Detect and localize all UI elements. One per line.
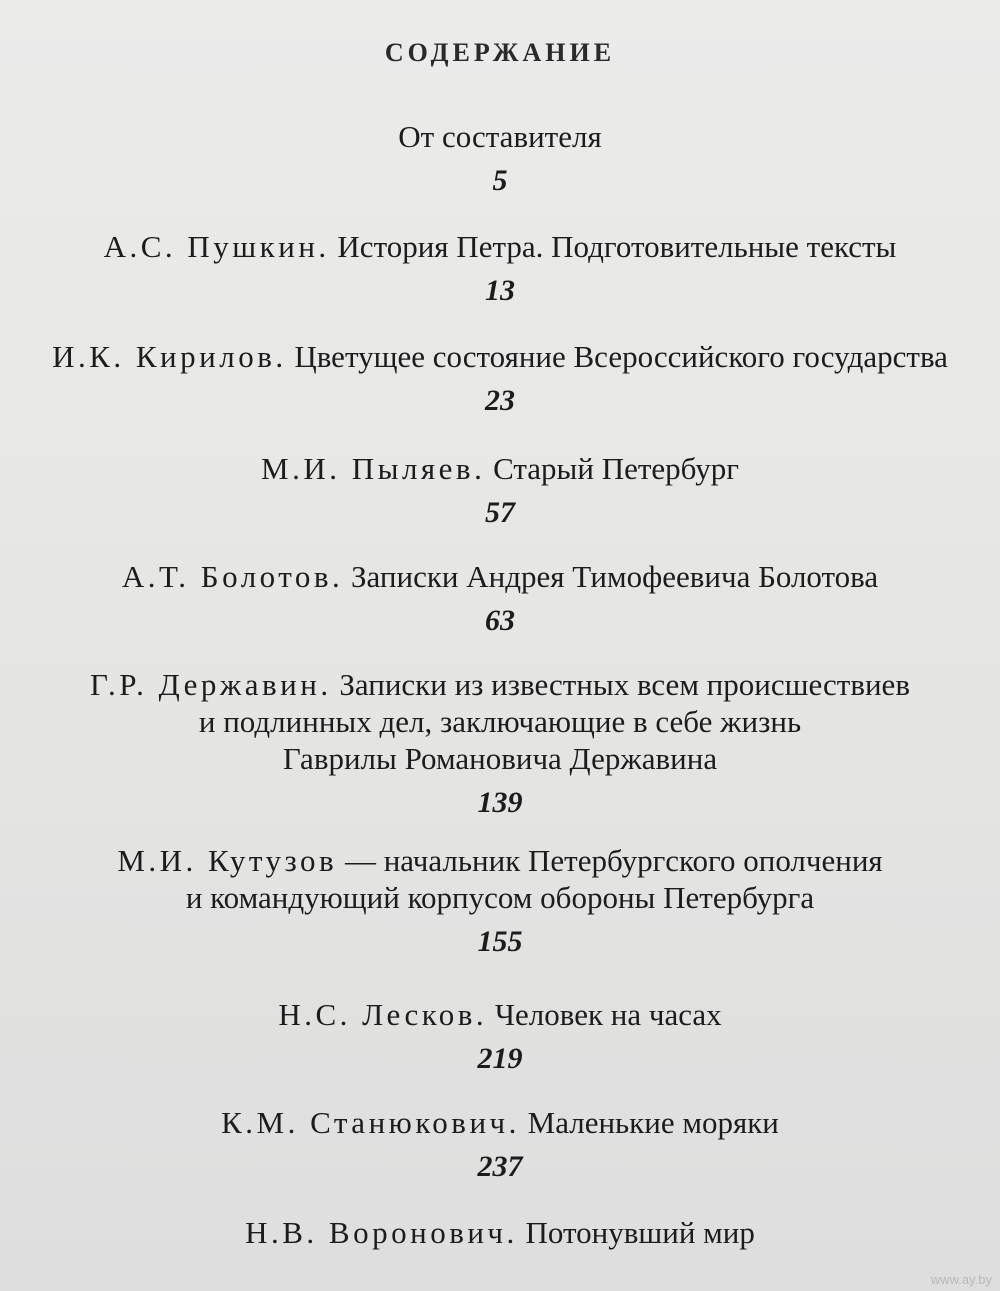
entry-line: Гаврилы Романовича Державина (282, 741, 718, 776)
entry-author: Н.С. Лесков. (278, 997, 488, 1032)
entry-line: Старый Петербург (493, 451, 739, 486)
entry-author: К.М. Станюкович. (221, 1105, 520, 1140)
page-title: СОДЕРЖАНИЕ (384, 38, 616, 67)
entry-line: От составителя (398, 119, 602, 154)
entry-title (0, 558, 1000, 595)
entry-title (0, 338, 1000, 375)
entry-title (0, 996, 1000, 1033)
entry-title (0, 1214, 1000, 1251)
toc-entry (0, 996, 1000, 1077)
entry-title (0, 842, 1000, 916)
entry-line: Потонувший мир (525, 1215, 755, 1250)
toc-entry (0, 1214, 1000, 1251)
entry-line: и подлинных дел, заключающие в себе жизнь (198, 704, 802, 739)
toc-entry (0, 1104, 1000, 1185)
entry-page-number: 5 (492, 164, 508, 197)
toc-entry (0, 666, 1000, 821)
entry-line: — начальник Петербургского ополчения (344, 843, 883, 878)
entry-page-number: 219 (477, 1042, 523, 1075)
entry-line: Человек на часах (494, 997, 722, 1032)
entry-page-number: 155 (477, 925, 523, 958)
entry-line: Цветущее состояние Всероссийского государства (294, 339, 948, 374)
entry-page-number: 23 (485, 384, 515, 417)
toc-entry (0, 450, 1000, 531)
entry-line: История Петра. Подготовительные тексты (337, 229, 897, 264)
entry-line: Записки Андрея Тимофеевича Болотова (351, 559, 879, 594)
entry-author: Н.В. Воронович. (245, 1215, 518, 1250)
toc-entry (0, 338, 1000, 419)
entry-page-number: 63 (485, 604, 515, 637)
toc-entry (0, 842, 1000, 960)
entry-author: М.И. Кутузов (117, 843, 338, 878)
entry-title (0, 666, 1000, 777)
entry-author: И.К. Кирилов. (52, 339, 287, 374)
entry-line: Маленькие моряки (527, 1105, 779, 1140)
entry-line: Записки из известных всем происшествиев (339, 667, 910, 702)
entry-author: М.И. Пыляев. (261, 451, 486, 486)
entry-author: А.С. Пушкин. (103, 229, 330, 264)
entry-page-number: 57 (485, 496, 515, 529)
toc-entry (0, 118, 1000, 199)
entry-title (0, 118, 1000, 155)
entry-title (0, 450, 1000, 487)
entry-page-number: 139 (477, 786, 523, 819)
entry-page-number: 237 (477, 1150, 523, 1183)
toc-entry (0, 228, 1000, 309)
toc-entry (0, 558, 1000, 639)
entry-title (0, 228, 1000, 265)
entry-author: А.Т. Болотов. (121, 559, 344, 594)
entry-author: Г.Р. Державин. (90, 667, 332, 702)
watermark: www.ay.by (930, 1272, 992, 1287)
entry-line: и командующий корпусом обороны Петербурга (185, 880, 815, 915)
entry-title (0, 1104, 1000, 1141)
entry-page-number: 13 (485, 274, 515, 307)
